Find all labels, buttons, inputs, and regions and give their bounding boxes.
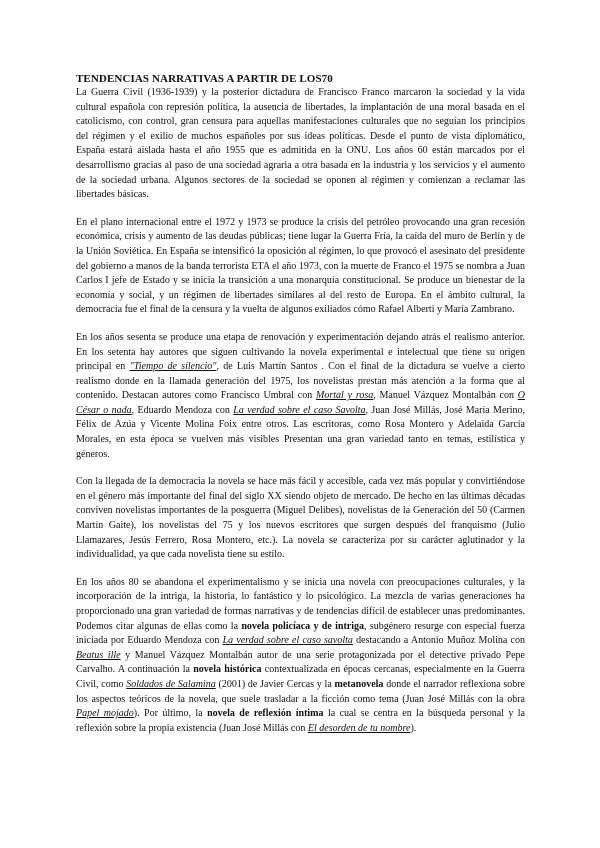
- text: , subgénero resurge con especial fuerza iniciada por Eduardo Mendoza con: [76, 620, 525, 647]
- genre-term: novela de reflexión íntima: [207, 708, 324, 720]
- work-title: Mortal y rosa: [316, 390, 374, 402]
- paragraph-1: La Guerra Civil (1936-1939) y la posterior dictadura de Francisco Franco marcaron la sociedad y la vida cultural española con represión política, la ausencia de libertades, la implantación de una moral basada en el catolicismo, con control, gran censura para aquellas manifestaciones culturales que no seguían los principios del régimen y el exilio de muchos españoles por sus ideas políticas. Desde el punto de vista diplomático, España estará aislada hasta el año 1955 que es admitida en la ONU. Los años 60 están marcados por el desarrollismo gracias al paso de una sociedad agraria a otra basada en la industria y los servicios y el aumento de la sociedad urbana. Algunos sectores de la sociedad se oponen al régimen y comienzan a reclamar las libertades básicas.: [76, 87, 525, 201]
- genre-term: metanovela: [334, 678, 384, 690]
- text: (2001) de Javier Cercas y la: [215, 678, 335, 690]
- page-title: TENDENCIAS NARRATIVAS A PARTIR DE LOS70: [76, 73, 333, 85]
- text: , Eduardo Mendoza con: [131, 404, 234, 416]
- genre-term: novela histórica: [193, 664, 262, 676]
- paragraph-5: [76, 576, 525, 737]
- text: destacando a Antonio Muñoz Molina con: [352, 635, 525, 647]
- text: y Manuel Vázquez Montalbán autor de una serie protagonizada por el detective privado Pepe Carvalho. A continuación la: [76, 649, 525, 676]
- work-title: La verdad sobre el caso savolta: [222, 635, 353, 647]
- paragraph-3: [76, 331, 525, 462]
- work-title: El desorden de tu nombre: [307, 722, 411, 734]
- document-page: [76, 72, 525, 749]
- text: contextualizada en épocas cercanas, especialmente en la Guerra Civil, como: [76, 664, 525, 690]
- text: , de Luis Martín Santos . Con el final de la dictadura se vuelve a cierto realismo donde en la llamada generación del 1975, los novelistas prestan más atención a la forma que al contenido. Destacan autores como Francisco Umbral con: [76, 361, 526, 402]
- text: En los años 80 se abandona el experimentalismo y se inicia una novela con preocupaciones culturales, y la incorporación de la intriga, la historia, lo fantástico y lo psicológico. La mezcla de varias generaciones ha proporcionado una gran variedad de formas narrativas y de tendencias difícil de establecer unas predominantes. Podemos citar algunas de ellas como la: [76, 576, 525, 632]
- work-title: Beatus ille: [76, 649, 121, 661]
- text: donde el narrador reflexiona sobre los aspectos teóricos de la novela, que suele trasladar a la ficción como tema (Juan José Millás con la obra: [76, 678, 525, 705]
- text: ).: [410, 722, 417, 734]
- genre-term: novela policíaca y de intriga: [241, 620, 364, 632]
- text: la cual se centra en la búsqueda personal y la reflexión sobre la propia existencia (Juan José Millás con: [76, 708, 525, 734]
- text: En los años sesenta se produce una etapa de renovación y experimentación dejando atrás el realismo anterior. En los setenta hay autores que siguen cultivando la novela experimental e intelectual que tiene su origen principal en: [76, 331, 525, 373]
- text: , Juan José Millás, José María Merino, Félix de Azúa y Vicente Molina Foix entre otros. Las escritoras, como Rosa Montero y Adelaida García Morales, en esta época se vuelven más visibles Presentan una gran variedad tanto en temas, estilística y géneros.: [76, 404, 525, 460]
- work-title: Papel mojado: [76, 708, 134, 720]
- paragraph-2: En el plano internacional entre el 1972 y 1973 se produce la crisis del petróleo provocando una gran recesión económica, crisis y aumento de las deudas públicas; tiene lugar la Guerra Fría, la caída del muro de Berlín y de la Unión Soviética. En España se intensificó la oposición al régimen, lo que provocó el asesinato del presidente del gobierno a manos de la banda terrorista ETA el año 1973, con la muerte de Franco el 1975 se nombra a Juan Carlos I jefe de Estado y se inicia la transición a una monarquía constitucional. Se produce un bienestar de la economía y social, y un régimen de libertades similares al del resto de Europa. En el ámbito cultural, la democracia fue el final de la censura y la vuelta de algunos exiliados cómo Rafael Alberti y María Zambrano.: [76, 216, 525, 316]
- text: , Manuel Vázquez Montalbán con: [373, 390, 518, 402]
- work-title: "Tiempo de silencio": [129, 361, 217, 373]
- text: ). Por último, la: [133, 708, 208, 720]
- work-title: O César o nada: [76, 390, 525, 416]
- work-title: La verdad sobre el caso Savolta: [233, 404, 366, 416]
- paragraph-4: Con la llegada de la democracia la novela se hace más fácil y accesible, cada vez más popular y convirtiéndose en el género más importante del final del siglo XX siendo objeto de mercado. De hecho en las últimas décadas conviven novelistas importantes de la posguerra (Miguel Delibes), novelistas de la Generación del 50 (Carmen Martín Gaite), los novelistas del 75 y los nuevos escritores que surgen después del franquismo (Julio Llamazares, Jesús Ferrero, Rosa Montero, etc.). La novela se caracteriza por su carácter aglutinador y la individualidad, ya que cada novelista tiene su estilo.: [76, 476, 525, 561]
- work-title: Soldados de Salamina: [126, 678, 216, 690]
